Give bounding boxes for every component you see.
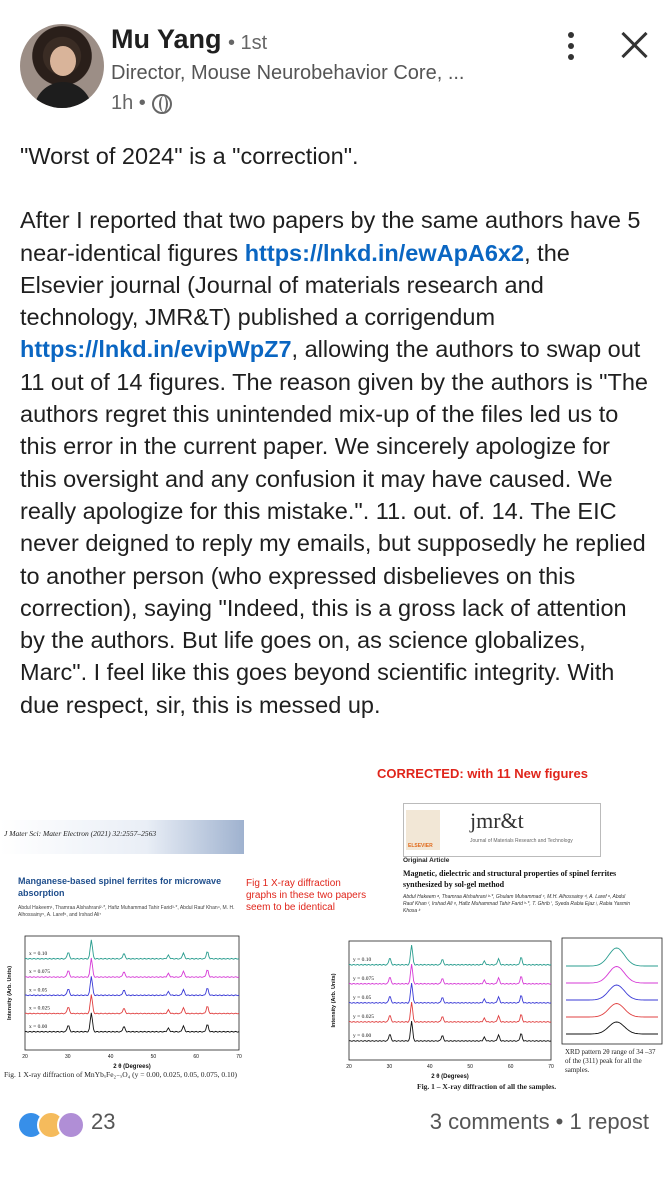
post-time: 1h • (111, 92, 146, 114)
left-journal-header (0, 820, 244, 854)
series-label: y = 0.10 (353, 956, 372, 963)
author-name[interactable]: Mu Yang (111, 24, 222, 54)
right-journal-header (403, 803, 601, 857)
series-label: y = 0.05 (353, 994, 372, 1001)
series-label: x = 0.075 (29, 969, 50, 976)
series-line (25, 940, 239, 959)
x-tick-label: 30 (65, 1054, 71, 1060)
x-tick-label: 20 (22, 1054, 28, 1060)
series-label: x = 0.025 (29, 1005, 50, 1012)
x-tick-label: 40 (107, 1054, 114, 1060)
comments-reposts[interactable]: 3 comments • 1 repost (429, 1109, 649, 1134)
journal-brand-sub: Journal of Materials Research and Technology (470, 838, 573, 844)
post-image[interactable] (0, 760, 667, 1105)
post-footer (0, 1105, 667, 1200)
series-label: x = 0.00 (29, 1023, 48, 1030)
series-label: x = 0.05 (29, 987, 48, 994)
x-tick-label: 60 (193, 1054, 199, 1060)
inset-series-line (566, 967, 658, 984)
inset-series-line (566, 985, 658, 1000)
x-tick-label: 50 (467, 1064, 473, 1070)
right-xrd-plot (327, 935, 555, 1080)
series-label: x = 0.10 (29, 950, 48, 957)
inset-series-line (566, 1004, 658, 1018)
left-paper-authors: Abdul Hakeem¹, Thamraa Alshahrani²·*, Hafiz Muhammad Tahir Farid³·*, Abdul Rauf Khan⁴, M. H. Alhossainy⁵, A. Laref⁶, and Irshad Ali⁷ (18, 905, 235, 918)
right-paper-title: Magnetic, dielectric and structural properties of spinel ferrites synthesized by sol-gel method (403, 869, 617, 889)
right-caption: Fig. 1 – X-ray diffraction of all the samples. (417, 1082, 557, 1091)
x-tick-label: 50 (150, 1054, 157, 1060)
elsevier-logo (406, 810, 440, 850)
link-ewApA6x2[interactable]: https://lnkd.in/ewApA6x2 (244, 239, 525, 266)
text-segment: , allowing the authors to swap out 11 out of 14 figures. The reason given by the authors is "The authors regret this unintended mix-up of the files led us to this error in the current paper. We sincerely apologize for this oversight and any confusion it may have caused. We really apologize for this mistake.". 11. out. of. 14. The EIC never deigned to reply my emails, but supposedly he replied to another person (who expressed disbelieves on this correction), saying "Indeed, this is a gross lack of attention by the authors. But life goes on, as science globalizes, Marc". I feel like this goes beyond scientific integrity. With due respect, sir, this is messed up. (20, 336, 648, 718)
series-line (349, 1021, 551, 1041)
x-tick-label: 40 (427, 1064, 433, 1070)
publisher-name: ELSEVIER (408, 843, 433, 849)
right-section: Original Article (403, 857, 450, 864)
text-segment: , the Elsevier journal (Journal of materials research and technology, JMR&T) published a corrigendum (20, 239, 570, 331)
image-note: Fig 1 X-ray diffraction graphs in these two papers seem to be identical (246, 878, 367, 913)
link-evipWpZ7[interactable]: https://lnkd.in/evipWpZ7 (20, 336, 292, 363)
image-banner: CORRECTED: with 11 New figures (377, 766, 588, 781)
reactions[interactable] (17, 1111, 77, 1139)
x-tick-label: 70 (548, 1064, 554, 1070)
series-line (25, 1013, 239, 1032)
x-tick-label: 60 (507, 1064, 514, 1070)
y-axis-label: Intensity (Arb. Units) (7, 965, 13, 1021)
right-paper-authors: Abdul Hakeem ᵃ, Thamraa Alshahrani ᵇ·*, Ghulam Muhammad ᶜ, M.H. Alhossainy ᵈ, A. Laref ᵉ, Abdul Rauf Khan ᶠ, Irshad Ali ᵍ, Hafiz Muhammad Tahir Farid ʰ·*, T. Ghrib ⁱ, Syeda Rabia Ejaz ʲ, Rabia Yasmin Khosa ᵏ (403, 894, 631, 914)
series-line (25, 976, 239, 995)
globe-icon (152, 94, 172, 114)
close-icon[interactable] (620, 30, 650, 60)
connection-degree: • 1st (228, 32, 268, 54)
post-paragraph-2 (20, 204, 652, 721)
left-paper-title: Manganese-based spinel ferrites for microwave absorption (18, 876, 222, 898)
left-journal: J Mater Sci: Mater Electron (2021) 32:2557–2563 (4, 829, 157, 838)
inset-series-line (566, 948, 658, 966)
series-line (25, 995, 239, 1014)
text-segment: After I reported that two papers by the same authors have 5 near-identical figures (20, 207, 641, 266)
journal-brand: jmr&t (470, 808, 524, 833)
x-tick-label: 30 (386, 1064, 393, 1070)
series-line (349, 945, 551, 965)
series-line (349, 983, 551, 1003)
left-caption: Fig. 1 X-ray diffraction of MnYbₓFe₂₋ₓO₄ (y = 0.00, 0.025, 0.05, 0.075, 0.10) (4, 1070, 238, 1079)
x-tick-label: 20 (346, 1064, 352, 1070)
series-label: y = 0.00 (353, 1032, 372, 1039)
author-headline: Director, Mouse Neurobehavior Core, ... (111, 62, 465, 84)
inset-series-line (566, 1022, 658, 1034)
support-reaction-icon (57, 1111, 85, 1139)
x-tick-label: 70 (236, 1054, 242, 1060)
inset-plot (560, 936, 664, 1046)
series-line (25, 958, 239, 977)
inset-frame (562, 938, 662, 1044)
reaction-count[interactable]: 23 (91, 1109, 116, 1134)
left-xrd-plot (3, 930, 243, 1090)
y-axis-label: Intensity (Arb. Units) (331, 973, 337, 1028)
series-label: y = 0.075 (353, 975, 374, 982)
x-axis-label: 2 θ (Degrees) (431, 1074, 469, 1080)
series-line (349, 1002, 551, 1022)
post-meta (111, 92, 172, 115)
post-text (20, 140, 652, 721)
post-header (0, 0, 667, 130)
series-line (349, 964, 551, 984)
post-paragraph-1: "Worst of 2024" is a "correction". (20, 143, 359, 169)
more-options-icon[interactable] (559, 30, 583, 62)
avatar[interactable] (20, 24, 104, 108)
series-label: y = 0.025 (353, 1013, 374, 1020)
x-axis-label: 2 θ (Degrees) (113, 1064, 151, 1070)
inset-caption: XRD pattern 2θ range of 34 –37 of the (311) peak for all the samples. (565, 1048, 656, 1074)
